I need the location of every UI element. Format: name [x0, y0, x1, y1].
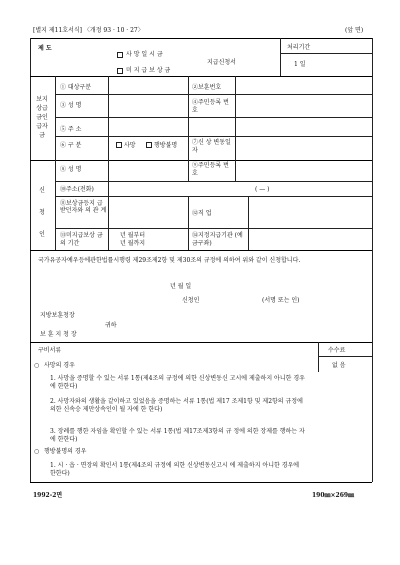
divider [188, 76, 189, 160]
death-label: 사망 [124, 142, 136, 149]
missing-label: 행방불명 [154, 142, 178, 149]
recipient-suffix: 귀하 [105, 322, 117, 329]
change-date-label: ⑦신 상 변동일자 [192, 139, 231, 154]
form-number: [별지 제11호서식] 〈개정 93 · 10 · 27〉 [33, 27, 144, 34]
divider [55, 228, 372, 229]
recipient-line1: 지방보훈청장 [40, 312, 75, 319]
death-checkbox[interactable] [116, 142, 122, 148]
divider [108, 196, 109, 250]
divider [30, 160, 372, 161]
case2-bullet: ○ [34, 448, 40, 455]
divider [280, 53, 372, 54]
divider [55, 181, 372, 182]
divider [318, 342, 319, 372]
veteran-number-label: ②보훈번호 [192, 84, 222, 91]
fee-label: 수수료 [328, 347, 346, 354]
frame-bottom [30, 482, 372, 483]
divider [108, 181, 109, 196]
divider [30, 342, 372, 343]
divider [30, 76, 372, 77]
relationship-label: ⑪보상금등지 급받던자와 의 관 계 [60, 200, 107, 214]
deceased-name-label: ③ 성 명 [60, 102, 82, 109]
frame-right [372, 38, 373, 482]
option1-checkbox[interactable] [117, 52, 123, 58]
period-value: 1 일 [294, 61, 306, 68]
divider [55, 117, 372, 118]
period-label: 처리기간 [287, 44, 311, 51]
occupation-label: ⑫직 업 [192, 210, 212, 217]
divider [248, 196, 249, 250]
divider [188, 160, 189, 181]
statement-text: 국가유공자예우등에관한법률시행령 제29조제2항 및 제30조의 규정에 의하여 위와 같이 신청합니다. [38, 257, 301, 264]
divider [55, 94, 372, 95]
title-label: 제 도 [38, 45, 52, 52]
bank-account-label: ⑭지정지급기관 (예금구좌) [192, 232, 243, 247]
option2-checkbox[interactable] [117, 68, 123, 74]
category-label: ⑥ 구 분 [60, 142, 82, 149]
case1-item-2: 2. 사망자와의 생활을 같이하고 있었음을 증명하는 서류 1통(법 제17 조제1항 및 제2항의 규정에 의한 신속승 제만상속인이 될 자에 한 한다) [50, 398, 303, 413]
case1-title: 사망의 경우 [44, 362, 75, 369]
recipient-line2: 보 훈 지 청 장 [40, 331, 77, 338]
divider [108, 160, 109, 181]
divider [108, 76, 109, 160]
unpaid-period-label: ⑬미지급보상 금의 기간 [60, 232, 103, 247]
divider [30, 250, 372, 251]
divider [188, 196, 189, 250]
fee-value: 없 음 [332, 362, 346, 369]
divider [55, 160, 56, 250]
option2-label: 미 지 급 보 상 금 [126, 67, 171, 74]
divider [235, 76, 236, 160]
deceased-section-label: 보지 상급 금인 급자 금 [36, 96, 48, 139]
divider [55, 196, 372, 197]
case1-bullet: ○ [34, 362, 40, 369]
period-from: 년 월부터 [120, 232, 146, 239]
divider [55, 136, 372, 137]
deceased-address-label: ⑤ 주 소 [60, 126, 82, 133]
divider [235, 160, 236, 181]
applicant-name-label: ⑧ 성 명 [60, 166, 82, 173]
period-to: 년 월까지 [120, 240, 146, 247]
case2-item-1: 1. 시 · 읍 · 면장의 확인서 1통(제4조의 규정에 의한 신상변동신고시 에 제출하지 아니한 경우에 한한다) [50, 462, 300, 477]
case2-title: 행방불명의 경우 [44, 448, 87, 455]
missing-checkbox[interactable] [146, 142, 152, 148]
documents-header: 구비서류 [38, 347, 62, 354]
footer-right: 190㎜×269㎜ [312, 492, 355, 499]
target-type-label: ① 대상구분 [60, 84, 92, 91]
date-line: 년 월 일 [170, 283, 192, 290]
applicant-address-label: ⑩주소(전화) [60, 186, 94, 193]
deceased-id-label: ④주민등록 번 호 [192, 99, 229, 114]
divider [280, 38, 281, 76]
signature-note: (서명 또는 인) [262, 297, 300, 304]
case1-item-3: 3. 장례를 행한 자임을 확인할 수 있는 서류 1통(법 제17조제3항의 규 정에 의한 장제를 행하는 자에 한한다) [50, 428, 305, 443]
frame-left [30, 38, 31, 482]
signer-label: 신청인 [182, 297, 200, 304]
page-side: (앞 면) [345, 27, 364, 34]
phone-placeholder: ( — ) [255, 186, 270, 193]
footer-left: 1992-2면 [33, 492, 63, 499]
form-title-suffix: 지급신청서 [207, 59, 236, 66]
option1-label: 사 망 일 시 금 [126, 51, 163, 58]
case1-item-1: 1. 사망을 증명할 수 있는 서류 1통(제4조의 규정에 의한 신상변동신 고시에 제출하지 아니한 경우에 한한다) [50, 375, 305, 390]
applicant-section-label: 신 청 인 [39, 187, 45, 238]
divider [318, 356, 372, 357]
frame-top [30, 38, 372, 39]
applicant-id-label: ⑨주민등록 번 호 [192, 162, 229, 177]
